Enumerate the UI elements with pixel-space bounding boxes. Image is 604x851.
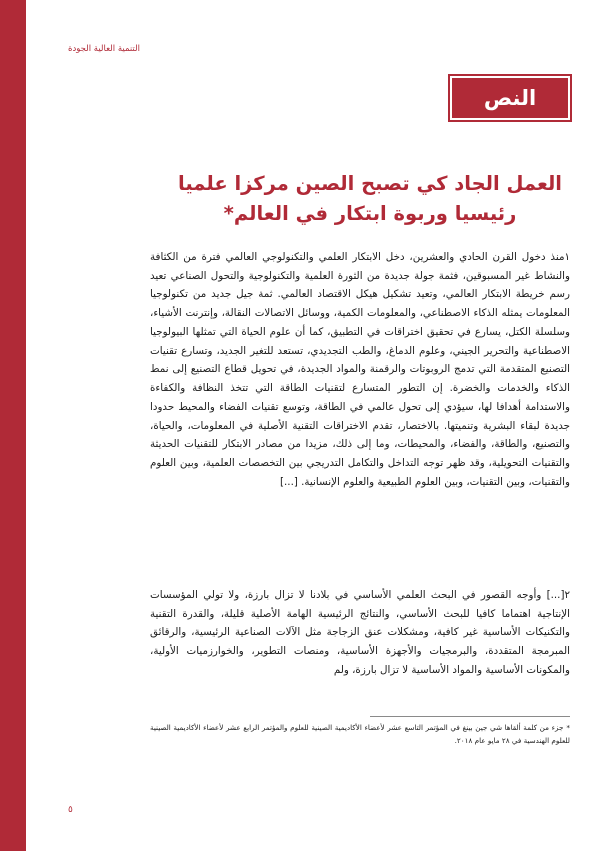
paragraph-marker-1: ١ — [564, 251, 570, 263]
section-badge — [450, 76, 570, 120]
paragraph-text-1: منذ دخول القرن الحادي والعشرين، دخل الابتكار العلمي والتكنولوجي العالمي فترة من الكثافة والنشاط غير المسبوقين، فثمة جولة جديدة من الثورة العلمية والتكنولوجية والتحول الصناعي تعيد رسم خريطة الابتكار العالمي، وتعيد تشكيل هيكل الاقتصاد العالمي. ثمة جيل جديد من تكنولوجيا المعلومات يمثله الذكاء الاصطناعي، والمعلومات الكمية، ووسائل الاتصالات النقالة، وإنترنت الأشياء، وسلسلة الكتل، يسارع في تحقيق اختراقات في التطبيق، كما أن علوم الحياة التي تمثلها البيولوجيا الاصطناعية والتحرير الجيني، وعلوم الدماغ، والطب التجديدي، تستعد للتغير الجديد، وتسارع تقنيات التصنيع المتقدمة التي تدمج الروبوتات والرقمنة والمواد الجديدة، في تحويل قطاع التصنيع إلى نمط الذكاء والخدمات والخضرة. إن التطور المتسارع لتقنيات الطاقة التي تتخذ النظافة والكفاءة والاستدامة أهدافا لها، سيؤدي إلى تحول عالمي في الطاقة، وتوسع تقنيات الفضاء والمحيط حدودا جديدة لبقاء البشرية وتنميتها. بالاختصار، تقدم الاختراقات التقنية الأصلية في المعلومات، والحياة، والتصنيع، والطاقة، والفضاء، والمحيطات، وما إلى ذلك، مزيدا من مصادر الابتكار للتقنيات الحديثة والتقنيات التحويلية، وقد ظهر توجه التداخل والتكامل التدريجي بين التخصصات العلمية، وبين العلوم والتقنيات، وبين التقنيات، وبين العلوم الطبيعية والعلوم الإنسانية. [...] — [150, 251, 570, 488]
running-head: التنمية العالية الجودة — [68, 44, 140, 54]
page-number: ٥ — [68, 805, 73, 815]
paragraph-text-2: [...] وأوجه القصور في البحث العلمي الأساسي في بلادنا لا تزال بارزة، ولا تولي المؤسسات الإنتاجية اهتماما كافيا للبحث الأساسي، والنتائج الرئيسية الهامة الأصلية قليلة، والقدرة التقنية والتكنيكات الأساسية غير كافية، ومشكلات عنق الزجاجة مثل الآلات الصناعية الرئيسية، والرقائق المبرمجة المتقددة، والبرمجيات والأجهزة الأساسية، ومنصات التطوير، والخوارزميات الأولية، والمكونات الأساسية والمواد الأساسية لا تزال بارزة، ولم — [150, 589, 570, 676]
footnote-marker: * — [566, 723, 570, 732]
footnote-text: جزء من كلمة ألقاها شي جين بينغ في المؤتمر التاسع عشر لأعضاء الأكاديمية الصينية للعلوم والمؤتمر الرابع عشر لأعضاء الأكاديمية الصينية للعلوم الهندسية في ٢٨ مايو عام ٢٠١٨. — [150, 723, 570, 745]
footnote-divider — [370, 716, 570, 717]
paragraph-block-1 — [150, 248, 570, 492]
decorative-left-bar — [0, 0, 26, 851]
section-badge-label: النص — [483, 86, 537, 110]
page-title: العمل الجاد كي تصبح الصين مركزا علميا رئيسيا وربوة ابتكار في العالم* — [178, 172, 562, 226]
paragraph-block-2 — [150, 586, 570, 680]
footnote — [150, 722, 570, 747]
document-page — [26, 0, 604, 851]
paragraph-marker-2: ٢ — [564, 589, 570, 601]
